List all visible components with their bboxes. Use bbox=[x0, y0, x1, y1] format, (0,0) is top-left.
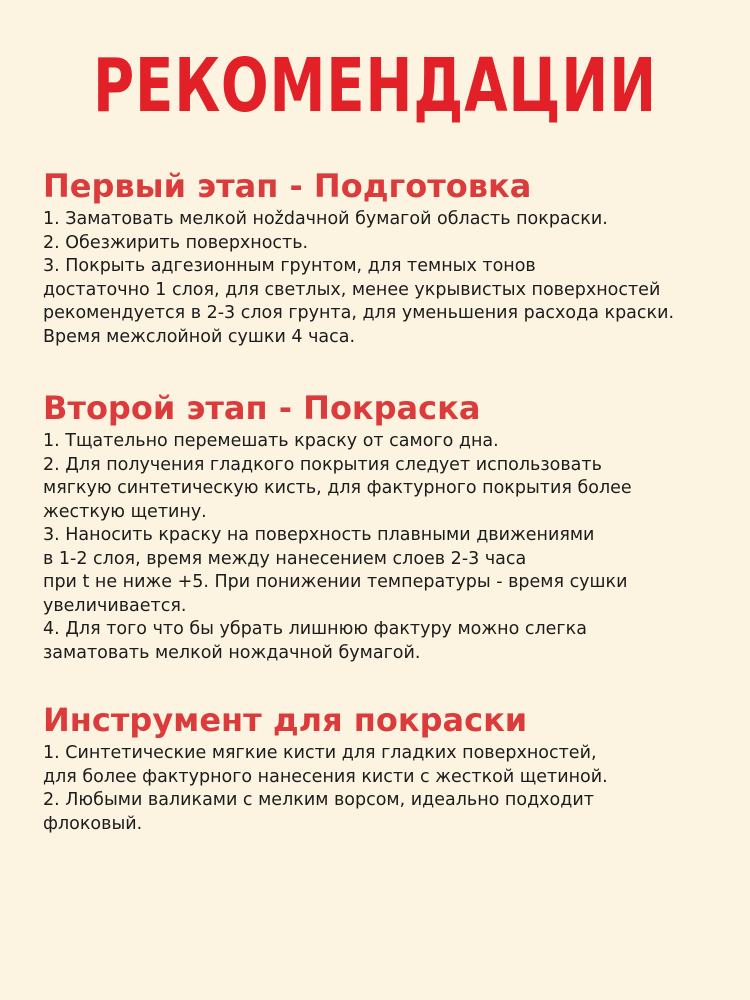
text-line: мягкую синтетическую кисть, для фактурного покрытия более bbox=[43, 478, 632, 498]
section-tools bbox=[43, 700, 723, 836]
text-line: 1. Синтетические мягкие кисти для гладких поверхностей, bbox=[43, 743, 597, 763]
text-line: заматовать мелкой нождачной бумагой. bbox=[43, 642, 421, 663]
text-line: жесткую щетину. bbox=[43, 501, 207, 522]
text-line: Время межслойной сушки 4 часа. bbox=[43, 326, 356, 347]
page-title: РЕКОМЕНДАЦИИ bbox=[93, 43, 657, 129]
section-text bbox=[43, 742, 723, 836]
text-line: 1. Заматовать мелкой ноždачной бумагой область покраски. bbox=[43, 209, 608, 229]
section-preparation bbox=[43, 166, 723, 349]
text-line: 3. Покрыть адгезионным грунтом, для темных тонов bbox=[43, 256, 536, 276]
text-line: флоковый. bbox=[43, 813, 143, 834]
section-heading: Инструмент для покраски bbox=[43, 701, 528, 739]
section-heading: Второй этап - Покраска bbox=[43, 389, 481, 427]
text-line: 4. Для того что бы убрать лишнюю фактуру можно слегка bbox=[43, 619, 587, 639]
text-line: для более фактурного нанесения кисти с жесткой щетиной. bbox=[43, 766, 608, 787]
text-line: достаточно 1 слоя, для светлых, менее укрывистых поверхностей bbox=[43, 279, 661, 300]
text-line: увеличивается. bbox=[43, 595, 187, 616]
section-painting bbox=[43, 388, 723, 665]
text-line: 2. Любыми валиками с мелким ворсом, идеально подходит bbox=[43, 790, 594, 810]
section-text bbox=[43, 430, 723, 665]
text-line: 2. Обезжирить поверхность. bbox=[43, 232, 309, 253]
text-line: 2. Для получения гладкого покрытия следует использовать bbox=[43, 454, 602, 475]
text-line: при t не ниже +5. При понижении температуры - время сушки bbox=[43, 572, 628, 592]
section-text bbox=[43, 208, 723, 349]
text-line: в 1-2 слоя, время между нанесением слоев 2-3 часа bbox=[43, 548, 527, 569]
text-line: рекомендуется в 2-3 слоя грунта, для уменьшения расхода краски. bbox=[43, 303, 675, 323]
text-line: 1. Тщательно перемешать краску от самого дна. bbox=[43, 431, 499, 451]
section-heading: Первый этап - Подготовка bbox=[43, 167, 532, 205]
text-line: 3. Наносить краску на поверхность плавными движениями bbox=[43, 525, 595, 545]
